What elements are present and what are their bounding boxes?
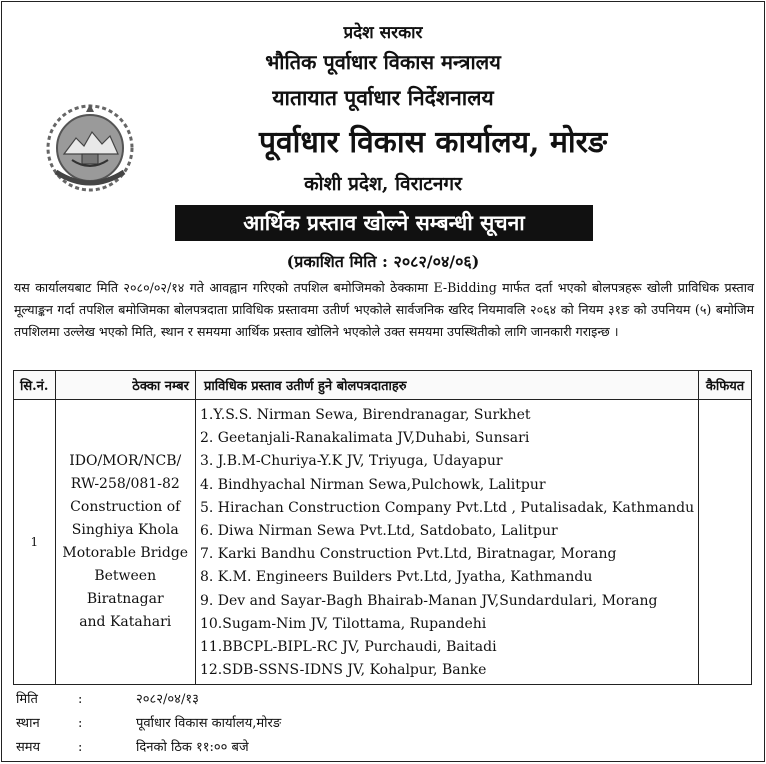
contract-line: Between Biratnagar (86, 568, 164, 608)
table-header-row (14, 371, 752, 400)
footer-colon: : (78, 716, 83, 731)
row-contract (55, 400, 195, 685)
notice-body-text: यस कार्यालयबाट मिति २०८०/०२/१४ गते आवह्वान गरिएको तपशिल बमोजिमको ठेक्कामा E-Bidding मार्फत दर्ता भएको बोलपत्रहरू खोली प्राविधिक प्रस्ताव मूल्याङ्कन गर्दा तपशिल बमोजिमका बोलपत्रदाता प्राविधिक प्रस्तावमा उतीर्ण भएकोले सार्वजनिक खरिद नियमावलि २०६४ को नियम ३१ङ को उपनियम (५) बमोजिम तपशिलमा उल्लेख भएको मिति, स्थान र समयमा आर्थिक प्रस्ताव खोलिने भएकोले उक्त समयमा उपस्थितीको लागि जानकारी गराइन्छ । (14, 280, 754, 339)
row-remarks (699, 400, 752, 685)
list-item: 5. Hirachan Construction Company Pvt.Ltd , Putalisadak, Kathmandu (199, 499, 695, 516)
list-item: 12.SDB-SSNS-IDNS JV, Kohalpur, Banke (199, 662, 487, 679)
header-contract-no: ठेक्का नम्बर (55, 371, 195, 400)
bidder-list (200, 404, 694, 682)
footer-colon: : (78, 740, 83, 755)
header-directorate: यातायात पूर्वाधार निर्देशनालय (272, 85, 494, 110)
notice-page (1, 1, 765, 762)
list-item: 2. Geetanjali-Ranakalimata JV,Duhabi, Sunsari (199, 430, 530, 447)
row-sn: 1 (14, 400, 56, 685)
header-ministry: भौतिक पूर्वाधार विकास मन्त्रालय (265, 50, 501, 74)
footer-colon: : (78, 692, 83, 707)
notice-footer (16, 688, 754, 760)
notice-title: आर्थिक प्रस्ताव खोल्ने सम्बन्धी सूचना (175, 205, 593, 241)
footer-time-row (16, 736, 754, 760)
header-office-location: कोशी प्रदेश, विराटनगर (304, 173, 462, 195)
footer-place-label: स्थान (16, 716, 40, 731)
list-item: 9. Dev and Sayar-Bagh Bhairab-Manan JV,Sundardulari, Morang (199, 592, 658, 609)
header-office-name: पूर्वाधार विकास कार्यालय, मोरङ (258, 125, 608, 160)
list-item: 11.BBCPL-BIPL-RC JV, Purchaudi, Baitadi (199, 639, 497, 656)
contract-line: RW-258/081-82 (70, 476, 180, 493)
header-bidders: प्राविधिक प्रस्ताव उतीर्ण हुने बोलपत्रदाताहरु (195, 371, 698, 400)
footer-place-value: पूर्वाधार विकास कार्यालय,मोरङ (136, 716, 282, 731)
footer-place-row (16, 712, 754, 736)
row-bidders (195, 400, 698, 685)
list-item: 6. Diwa Nirman Sewa Pvt.Ltd, Satdobato, Lalitpur (199, 523, 558, 540)
list-item: 4. Bindhyachal Nirman Sewa,Pulchowk, Lalitpur (199, 476, 546, 493)
contract-line: Singhiya Khola (71, 522, 179, 539)
footer-date-label: मिति (16, 692, 38, 707)
header-sn: सि.नं. (14, 371, 56, 400)
contract-line: Motorable Bridge (62, 545, 189, 562)
notice-header (2, 2, 764, 271)
list-item: 1.Y.S.S. Nirman Sewa, Birendranagar, Surkhet (199, 407, 531, 423)
published-date: (प्रकाशित मिति : २०८२/०४/०६) (286, 252, 480, 271)
contract-line: IDO/MOR/NCB/ (69, 453, 182, 470)
footer-date-value: २०८२/०४/१३ (136, 692, 199, 707)
tender-table (13, 370, 752, 685)
list-item: 7. Karki Bandhu Construction Pvt.Ltd, Biratnagar, Morang (199, 546, 617, 563)
list-item: 3. J.B.M-Churiya-Y.K JV, Triyuga, Udayapur (199, 453, 503, 470)
list-item: 8. K.M. Engineers Builders Pvt.Ltd, Jyatha, Kathmandu (199, 569, 593, 586)
table-row (14, 400, 752, 685)
footer-date-row (16, 688, 754, 712)
contract-line: and Katahari (79, 614, 172, 631)
header-remarks: कैफियत (699, 371, 752, 400)
list-item: 10.Sugam-Nim JV, Tilottama, Rupandehi (199, 615, 487, 632)
footer-time-label: समय (16, 740, 41, 755)
footer-time-value: दिनको ठिक ११:०० बजे (136, 740, 249, 755)
contract-line: Construction of (70, 499, 181, 516)
header-province-government: प्रदेश सरकार (343, 23, 423, 43)
